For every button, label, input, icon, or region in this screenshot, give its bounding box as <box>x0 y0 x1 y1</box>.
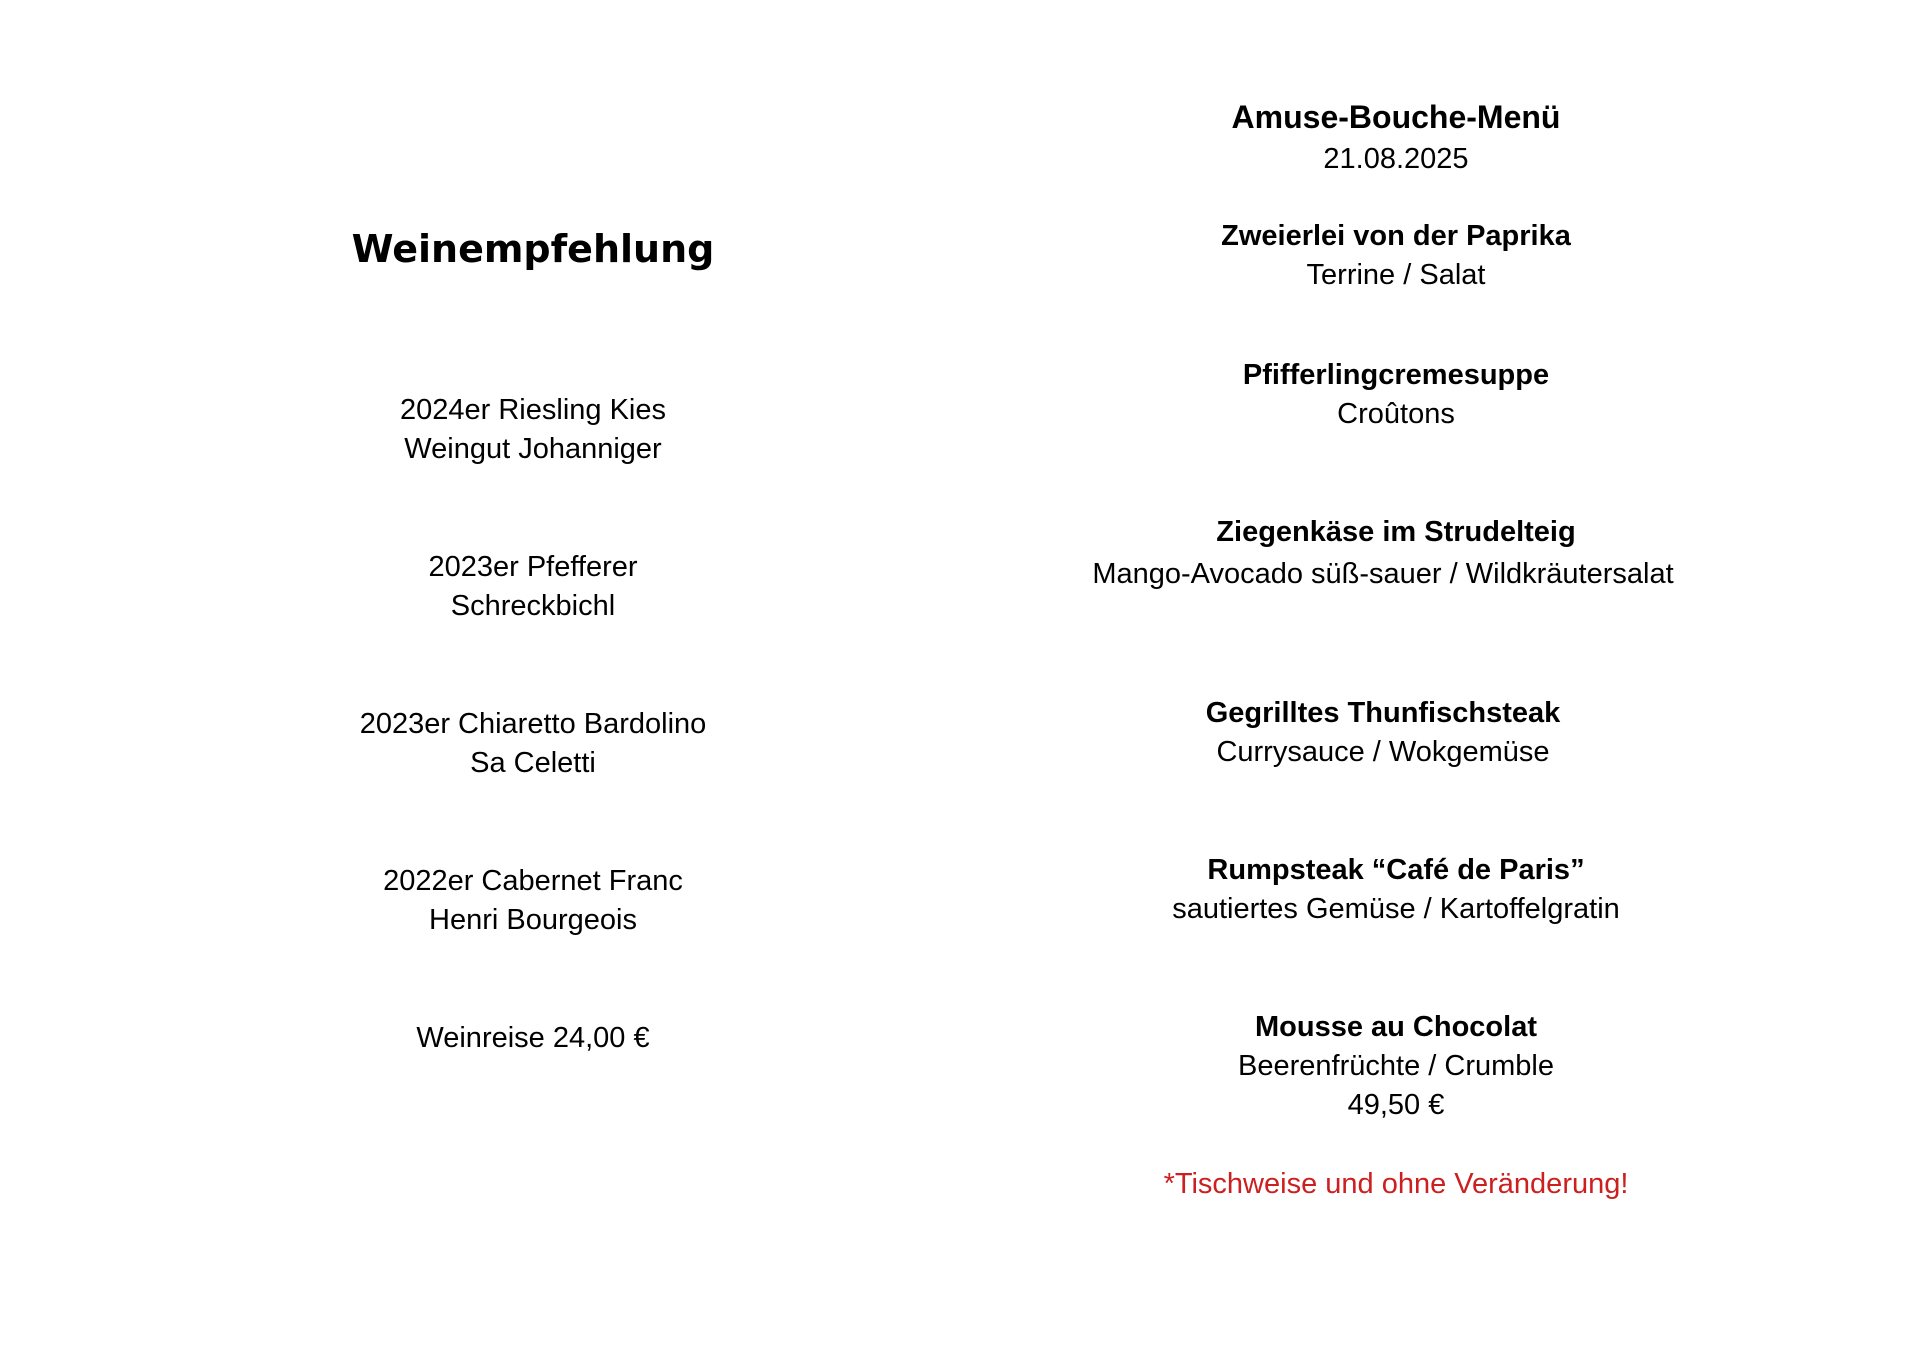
course-3-description: Mango-Avocado süß-sauer / Wildkräutersalat <box>1092 558 1674 590</box>
wine-heading: Weinempfehlung <box>351 227 715 271</box>
course-5-description: sautiertes Gemüse / Kartoffelgratin <box>1172 893 1620 925</box>
menu-title: Amuse-Bouche-Menü <box>1231 99 1561 135</box>
menu-price: 49,50 € <box>1347 1089 1445 1121</box>
wine-2-producer: Schreckbichl <box>450 590 616 622</box>
course-6-name: Mousse au Chocolat <box>1255 1011 1537 1043</box>
wine-2-name: 2023er Pfefferer <box>428 551 638 583</box>
course-6-description: Beerenfrüchte / Crumble <box>1238 1050 1554 1082</box>
wine-3-producer: Sa Celetti <box>470 747 596 779</box>
course-3-name: Ziegenkäse im Strudelteig <box>1216 516 1576 548</box>
wine-1-name: 2024er Riesling Kies <box>400 394 666 426</box>
menu-date: 21.08.2025 <box>1323 143 1469 175</box>
course-2-name: Pfifferlingcremesuppe <box>1242 359 1550 391</box>
wine-price: Weinreise 24,00 € <box>416 1022 650 1054</box>
wine-3-name: 2023er Chiaretto Bardolino <box>359 708 707 740</box>
course-2-description: Croûtons <box>1337 398 1455 430</box>
wine-1-producer: Weingut Johanniger <box>404 433 662 465</box>
course-4-name: Gegrilltes Thunfischsteak <box>1205 697 1561 729</box>
course-1-description: Terrine / Salat <box>1306 259 1486 291</box>
table-notice: *Tischweise und ohne Veränderung! <box>1163 1168 1629 1200</box>
course-5-name: Rumpsteak “Café de Paris” <box>1207 854 1585 886</box>
wine-4-producer: Henri Bourgeois <box>429 904 637 936</box>
course-1-name: Zweierlei von der Paprika <box>1221 220 1571 252</box>
course-4-description: Currysauce / Wokgemüse <box>1216 736 1550 768</box>
wine-4-name: 2022er Cabernet Franc <box>383 865 683 897</box>
